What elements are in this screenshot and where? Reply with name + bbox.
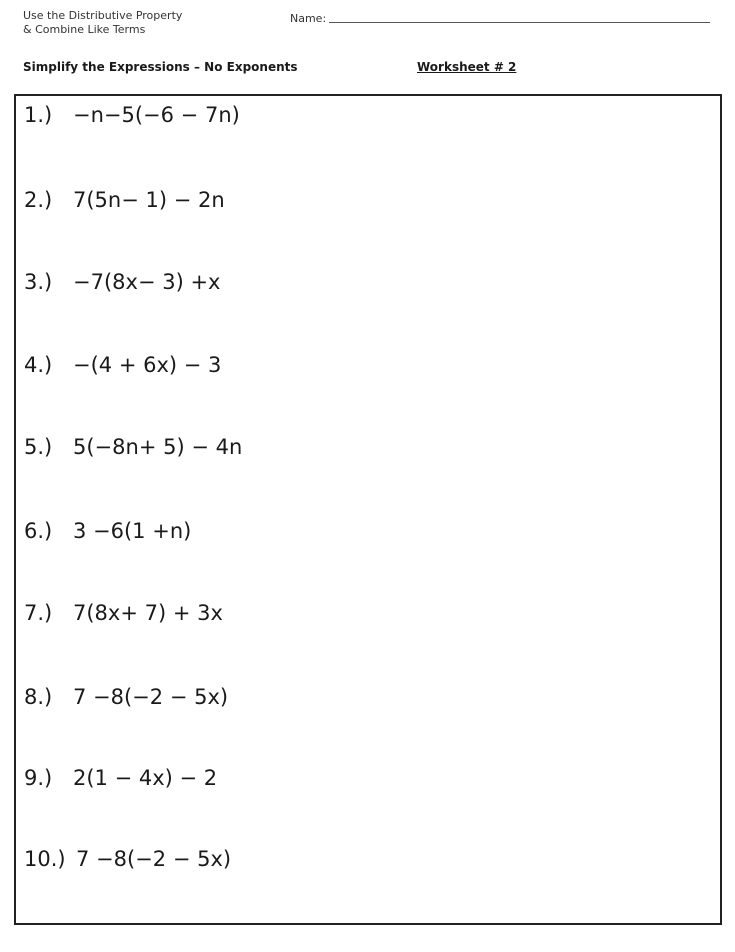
- problem-number: 2.): [24, 188, 53, 212]
- instructions-line-2: & Combine Like Terms: [23, 23, 146, 36]
- problem-expression: −(4 + 6x) − 3: [73, 353, 222, 377]
- problem-10: [24, 847, 231, 871]
- problem-number: 5.): [24, 435, 53, 459]
- problem-number: 10.): [24, 847, 66, 871]
- problem-9: [24, 766, 217, 790]
- worksheet-label: Worksheet # 2: [417, 60, 517, 74]
- problem-number: 4.): [24, 353, 53, 377]
- problem-7: [24, 601, 223, 625]
- instructions: [23, 9, 182, 37]
- problem-expression: 7(5n− 1) − 2n: [73, 188, 225, 212]
- problem-5: [24, 435, 242, 459]
- problem-number: 3.): [24, 270, 53, 294]
- subtitle: Simplify the Expressions – No Exponents: [23, 60, 298, 74]
- problem-number: 8.): [24, 685, 53, 709]
- problem-expression: 7(8x+ 7) + 3x: [73, 601, 223, 625]
- name-label: Name:: [290, 12, 327, 25]
- problem-expression: 2(1 − 4x) − 2: [73, 766, 218, 790]
- instructions-line-1: Use the Distributive Property: [23, 9, 183, 22]
- problem-box: [14, 94, 722, 925]
- problem-expression: −7(8x− 3) +x: [73, 270, 221, 294]
- name-blank-line: [329, 22, 710, 23]
- problem-expression: 7 −8(−2 − 5x): [76, 847, 232, 871]
- problem-4: [24, 353, 221, 377]
- problem-6: [24, 519, 191, 543]
- name-field: [290, 9, 710, 25]
- problem-expression: 3 −6(1 +n): [73, 519, 192, 543]
- problem-number: 7.): [24, 601, 53, 625]
- problem-number: 6.): [24, 519, 53, 543]
- problem-1: [24, 103, 240, 127]
- problem-8: [24, 685, 228, 709]
- problem-number: 9.): [24, 766, 53, 790]
- problem-expression: −n−5(−6 − 7n): [73, 103, 240, 127]
- problem-2: [24, 188, 225, 212]
- problem-expression: 5(−8n+ 5) − 4n: [73, 435, 243, 459]
- problem-3: [24, 270, 220, 294]
- problem-expression: 7 −8(−2 − 5x): [73, 685, 229, 709]
- problem-number: 1.): [24, 103, 53, 127]
